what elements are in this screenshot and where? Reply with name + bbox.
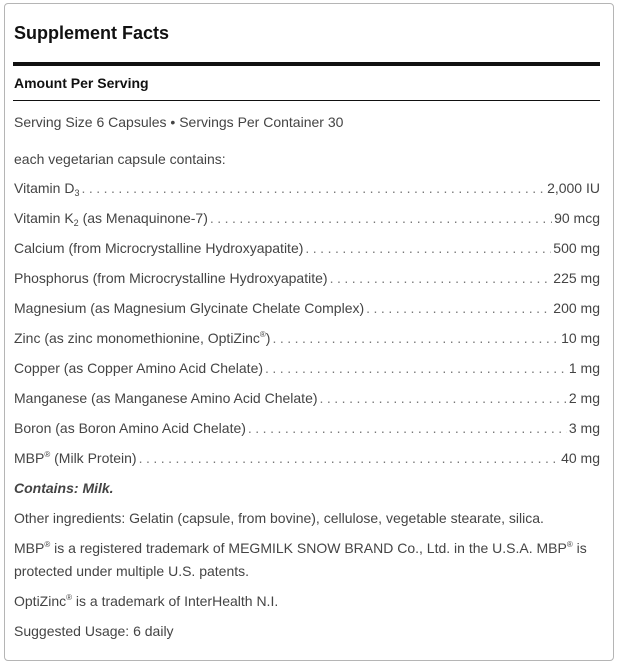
nutrient-amount: 200 mg — [553, 300, 600, 316]
nutrient-name — [14, 180, 79, 196]
nutrient-name-text: Magnesium (as Magnesium Glycinate Chelate Complex) — [14, 300, 365, 316]
serving-info: Serving Size 6 Capsules • Servings Per Container 30 — [14, 114, 344, 130]
nutrient-name — [14, 270, 328, 286]
nutrient-row — [14, 330, 600, 350]
thin-divider — [13, 100, 600, 101]
nutrient-name-text: Phosphorus (from Microcrystalline Hydroxyapatite) — [14, 270, 328, 286]
allergen-statement: Contains: Milk. — [14, 480, 114, 496]
nutrient-name — [14, 420, 246, 436]
registered-mark: ® — [44, 450, 51, 459]
nutrient-name — [14, 210, 208, 226]
dot-leader — [210, 210, 552, 226]
nutrient-subscript: 2 — [73, 218, 79, 228]
nutrient-row — [14, 180, 600, 200]
nutrient-name — [14, 390, 318, 406]
mbp-notice-sup1: ® — [44, 540, 51, 549]
nutrient-amount: 500 mg — [553, 240, 600, 256]
optizinc-notice-b: is a trademark of InterHealth N.I. — [72, 593, 279, 609]
nutrient-name-text: Boron (as Boron Amino Acid Chelate) — [14, 420, 246, 436]
nutrient-name-text: Vitamin K — [14, 210, 74, 226]
nutrient-name-text: MBP — [14, 450, 45, 466]
nutrient-amount: 2 mg — [568, 390, 600, 406]
suggested-usage: Suggested Usage: 6 daily — [14, 623, 174, 639]
nutrient-name-text: Vitamin D — [14, 180, 75, 196]
nutrient-amount: 225 mg — [553, 270, 600, 286]
nutrient-name-text: Manganese (as Manganese Amino Acid Chelate) — [14, 390, 318, 406]
nutrient-amount: 90 mcg — [554, 210, 600, 226]
nutrient-name — [14, 450, 137, 466]
dot-leader — [272, 330, 559, 346]
registered-mark: ® — [259, 330, 266, 339]
nutrient-name — [14, 240, 303, 256]
mbp-notice-c: is protected under multiple U.S. patents. — [14, 540, 587, 579]
nutrient-amount: 10 mg — [561, 330, 600, 346]
dot-leader — [366, 300, 551, 316]
nutrient-row — [14, 360, 600, 380]
nutrient-subscript: 3 — [74, 188, 80, 198]
nutrient-amount: 1 mg — [568, 360, 600, 376]
mbp-trademark-notice — [14, 537, 598, 583]
nutrient-name-text: Calcium (from Microcrystalline Hydroxyapatite) — [14, 240, 304, 256]
nutrient-row — [14, 210, 600, 230]
nutrient-row — [14, 270, 600, 290]
optizinc-notice-a: OptiZinc — [14, 593, 67, 609]
nutrient-row — [14, 240, 600, 260]
nutrient-name-rest: ) — [265, 330, 271, 346]
nutrient-name-text: Copper (as Copper Amino Acid Chelate) — [14, 360, 264, 376]
nutrient-amount: 40 mg — [561, 450, 600, 466]
nutrient-name — [14, 330, 270, 346]
nutrient-row — [14, 450, 600, 470]
nutrient-name — [14, 300, 364, 316]
panel-title: Supplement Facts — [14, 23, 170, 43]
nutrient-name-rest: (as Menaquinone-7) — [78, 210, 208, 226]
thick-divider — [13, 62, 600, 66]
nutrient-amount: 2,000 IU — [547, 180, 600, 196]
mbp-notice-a: MBP — [14, 540, 45, 556]
dot-leader — [81, 180, 545, 196]
nutrient-name — [14, 360, 263, 376]
nutrient-row — [14, 300, 600, 320]
nutrient-name-text: Zinc (as zinc monomethionine, OptiZinc — [14, 330, 260, 346]
nutrient-amount: 3 mg — [568, 420, 600, 436]
nutrient-row — [14, 390, 600, 410]
dot-leader — [248, 420, 567, 436]
optizinc-notice-sup: ® — [66, 593, 73, 602]
dot-leader — [139, 450, 559, 466]
mbp-notice-sup2: ® — [566, 540, 573, 549]
optizinc-trademark-notice — [14, 590, 598, 613]
nutrient-name-rest: (Milk Protein) — [50, 450, 137, 466]
nutrient-row — [14, 420, 600, 440]
amount-per-serving-heading: Amount Per Serving — [14, 75, 149, 91]
dot-leader — [305, 240, 551, 256]
dot-leader — [330, 270, 552, 286]
other-ingredients: Other ingredients: Gelatin (capsule, from bovine), cellulose, vegetable stearate, silica. — [14, 510, 544, 526]
capsule-intro: each vegetarian capsule contains: — [14, 151, 226, 167]
dot-leader — [265, 360, 567, 376]
dot-leader — [320, 390, 567, 406]
mbp-notice-b: is a registered trademark of MEGMILK SNOW BRAND Co., Ltd. in the U.S.A. MBP — [50, 540, 567, 556]
